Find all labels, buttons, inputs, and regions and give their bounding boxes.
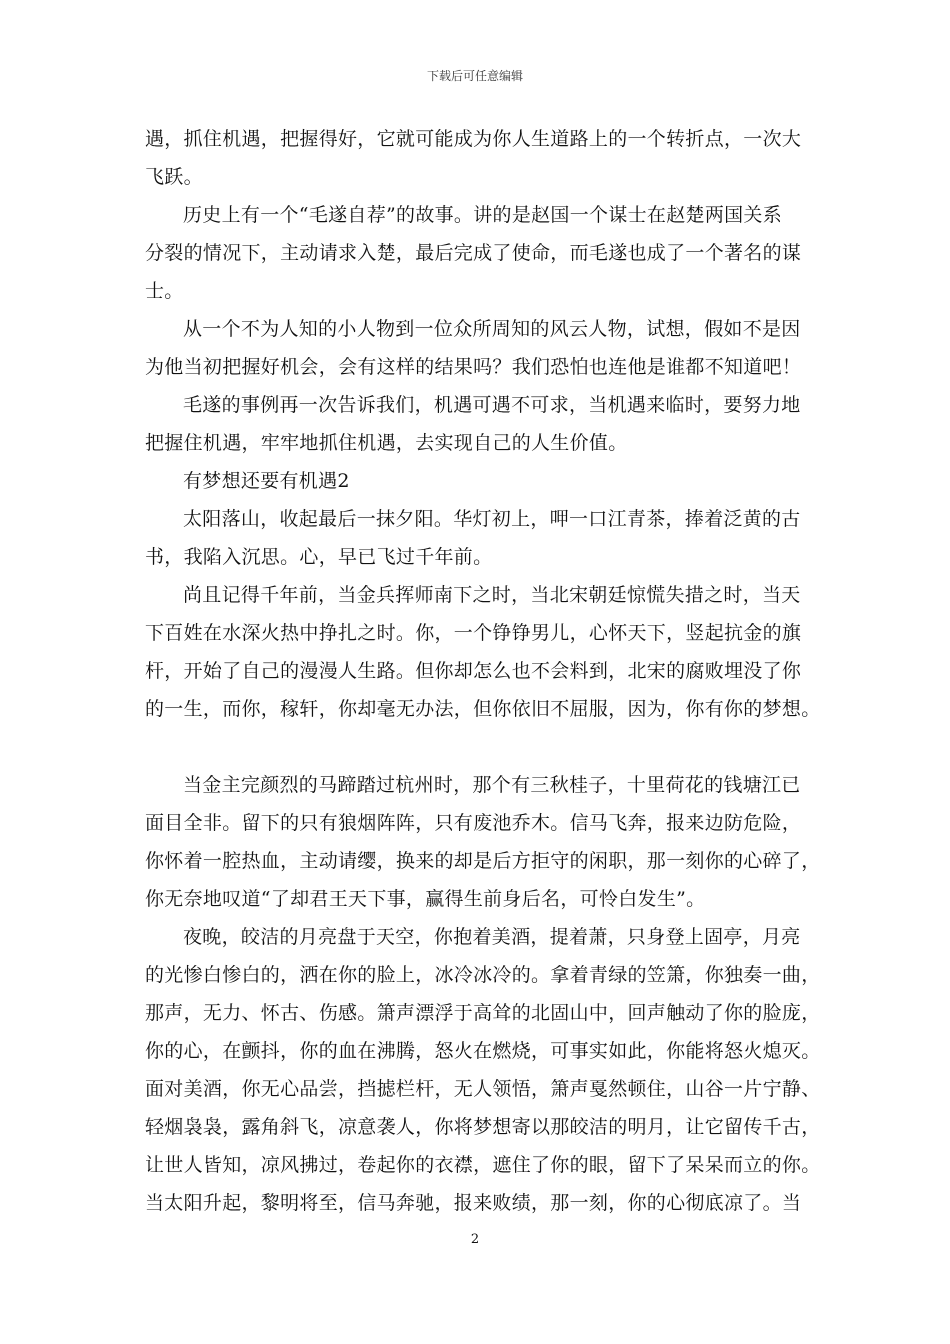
text-line: 下百姓在水深火热中挣扎之时。你，一个铮铮男儿，心怀天下，竖起抗金的旗 (145, 622, 802, 644)
text-line: 让世人皆知，凉风拂过，卷起你的衣襟，遮住了你的眼，留下了呆呆而立的你。 (145, 1154, 821, 1176)
text-line: 的一生，而你，稼轩，你却毫无办法，但你依旧不屈服，因为，你有你的梦想。 (145, 698, 821, 720)
text-line: 遇，抓住机遇，把握得好，它就可能成为你人生道路上的一个转折点，一次大 (145, 128, 802, 150)
text-line: 士。 (145, 280, 184, 302)
text-line: 分裂的情况下，主动请求入楚，最后完成了使命，而毛遂也成了一个著名的谋 (145, 242, 802, 264)
text-line: 面目全非。留下的只有狼烟阵阵，只有废池乔木。信马飞奔，报来边防危险， (145, 812, 802, 834)
text-line: 太阳落山，收起最后一抹夕阳。华灯初上，呷一口江青茶，捧着泛黄的古 (183, 508, 801, 530)
text-line: 面对美酒，你无心品尝，挡摅栏杆，无人领悟，箫声戛然顿住，山谷一片宁静、 (145, 1078, 821, 1100)
text-line: 你怀着一腔热血，主动请缨，换来的却是后方拒守的闲职，那一刻你的心碎了， (145, 850, 821, 872)
text-line: 轻烟袅袅，露角斜飞，凉意袭人，你将梦想寄以那皎洁的明月，让它留传千古， (145, 1116, 821, 1138)
text-line: 从一个不为人知的小人物到一位众所周知的风云人物，试想，假如不是因 (183, 318, 801, 340)
text-line: 把握住机遇，牢牢地抓住机遇，去实现自己的人生价值。 (145, 432, 628, 454)
paragraph-gap (145, 728, 820, 766)
text-line: 当太阳升起，黎明将至，信马奔驰，报来败绩，那一刻，你的心彻底凉了。当 (145, 1192, 802, 1214)
section-heading: 有梦想还要有机遇2 (183, 470, 350, 492)
page-number: 2 (470, 1232, 480, 1247)
text-line: 尚且记得千年前，当金兵挥师南下之时，当北宋朝廷惊慌失措之时，当天 (183, 584, 801, 606)
text-line: 当金主完颜烈的马蹄踏过杭州时，那个有三秋桂子，十里荷花的钱塘江已 (183, 774, 801, 796)
text-line: 书，我陷入沉思。心，早已飞过千年前。 (145, 546, 493, 568)
text-line: 那声，无力、怀古、伤感。箫声漂浮于高耸的北固山中，回声触动了你的脸庞， (145, 1002, 821, 1024)
text-line: 毛遂的事例再一次告诉我们，机遇可遇不可求，当机遇来临时，要努力地 (183, 394, 801, 416)
text-line: 杆，开始了自己的漫漫人生路。但你却怎么也不会料到，北宋的腐败埋没了你 (145, 660, 802, 682)
page-header-note: 下载后可任意编辑 (426, 69, 523, 83)
text-line: 为他当初把握好机会，会有这样的结果吗？我们恐怕也连他是谁都不知道吧！ (145, 356, 802, 378)
text-line: 历史上有一个“毛遂自荐”的故事。讲的是赵国一个谋士在赵楚两国关系 (183, 204, 783, 226)
text-line: 的光惨白惨白的，洒在你的脸上，冰冷冰冷的。拿着青绿的笠箫，你独奏一曲， (145, 964, 821, 986)
body-text (145, 120, 820, 1222)
text-line: 你的心，在颤抖，你的血在沸腾，怒火在燃烧，可事实如此，你能将怒火熄灭。 (145, 1040, 821, 1062)
text-line: 夜晚，皎洁的月亮盘于天空，你抱着美酒，提着萧，只身登上固亭，月亮 (183, 926, 801, 948)
text-line: 你无奈地叹道“了却君王天下事，赢得生前身后名，可怜白发生”。 (145, 888, 706, 910)
text-line: 飞跃。 (145, 166, 203, 188)
